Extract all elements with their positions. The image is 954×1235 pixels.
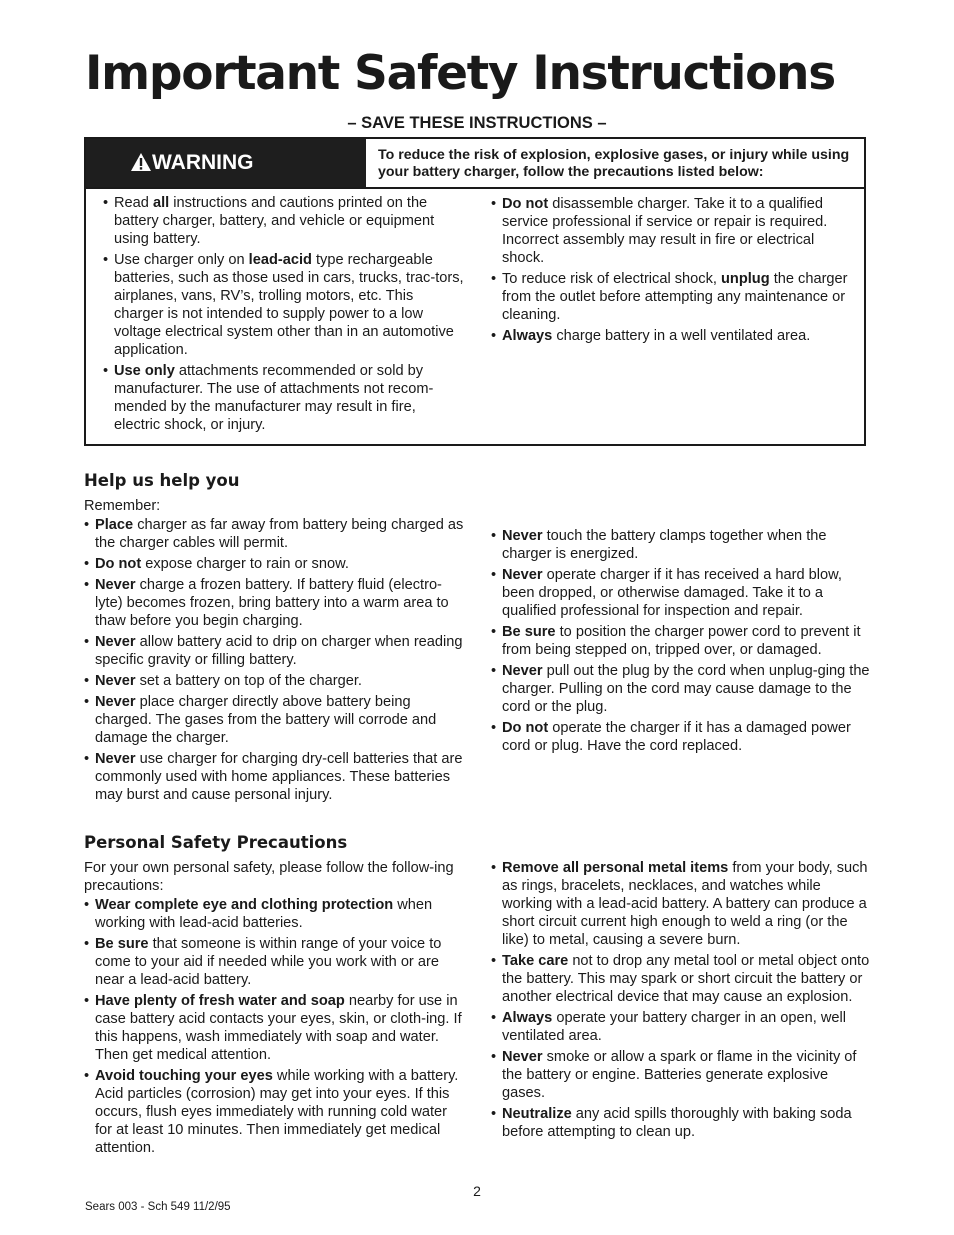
warning-message: To reduce the risk of explosion, explosive gases, or injury while using your battery charger, follow the precautions listed below:: [378, 147, 850, 180]
list-item: • Avoid touching your eyes while working with a battery. Acid particles (corrosion) may get into your eyes. If this occurs, flush eyes immediately with running cold water for at least 10 minutes. Then immediately get medical attention.: [84, 1067, 466, 1157]
personal-left-column: [84, 859, 466, 1160]
list-item: • Have plenty of fresh water and soap nearby for use in case battery acid contacts your eyes, skin, or cloth-ing. If this happens, wash immediately with soap and water. Then get medical attention.: [84, 992, 466, 1064]
list-item: • Do not operate the charger if it has a damaged power cord or plug. Have the cord replaced.: [491, 719, 871, 755]
warning-left-column: [103, 194, 465, 437]
list-item: • Take care not to drop any metal tool or metal object onto the battery. This may spark or short circuit the battery or another electrical device that may cause an explosion.: [491, 952, 871, 1006]
personal-intro: For your own personal safety, please follow the follow-ing precautions:: [84, 860, 454, 894]
warning-right-column: [491, 195, 853, 348]
section-heading-help: Help us help you: [84, 471, 240, 490]
list-item: • Be sure to position the charger power cord to prevent it from being stepped on, tripped over, or damaged.: [491, 623, 871, 659]
list-item: • Use charger only on lead-acid type rechargeable batteries, such as those used in cars, trucks, trac-tors, airplanes, vans, RV’s, trolling motors, etc. This charger is not intended to supply power to a low voltage electrical system other than in an automotive application.: [103, 251, 465, 359]
list-item: • Use only attachments recommended or sold by manufacturer. The use of attachments not recom-mended by the manufacturer may result in fire, electric shock, or injury.: [103, 362, 465, 434]
warning-header: [86, 139, 864, 189]
list-item: • Never touch the battery clamps together when the charger is energized.: [491, 527, 871, 563]
list-item: • Always operate your battery charger in an open, well ventilated area.: [491, 1009, 871, 1045]
list-item: • Never charge a frozen battery. If battery fluid (electro-lyte) becomes frozen, bring battery into a warm area to thaw before you begin charging.: [84, 576, 466, 630]
warning-triangle-icon: [130, 152, 152, 172]
list-item: • Never pull out the plug by the cord when unplug-ging the charger. Pulling on the cord may cause damage to the cord or the plug.: [491, 662, 871, 716]
list-item: • Read all instructions and cautions printed on the battery charger, battery, and vehicle or equipment using battery.: [103, 194, 465, 248]
list-item: • Remove all personal metal items from your body, such as rings, bracelets, necklaces, and watches while working with a lead-acid battery. A battery can produce a short circuit current high enough to weld a ring (or the like) to metal, causing a severe burn.: [491, 859, 871, 949]
list-item: • Neutralize any acid spills thoroughly with baking soda before attempting to clean up.: [491, 1105, 871, 1141]
list-item: • To reduce risk of electrical shock, unplug the charger from the outlet before attempting any maintenance or cleaning.: [491, 270, 853, 324]
list-item: • Never operate charger if it has received a hard blow, been dropped, or otherwise damaged. Take it to a qualified professional for inspection and repair.: [491, 566, 871, 620]
warning-label: [86, 139, 366, 187]
list-item: • Be sure that someone is within range of your voice to come to your aid if needed while you work with or are near a lead-acid battery.: [84, 935, 466, 989]
save-instructions-subtitle: – SAVE THESE INSTRUCTIONS –: [347, 114, 607, 132]
personal-right-column: [491, 859, 871, 1144]
list-item: • Never use charger for charging dry-cell batteries that are commonly used with home appliances. These batteries may burst and cause personal injury.: [84, 750, 466, 804]
list-item: • Do not disassemble charger. Take it to a qualified service professional if service or repair is required. Incorrect assembly may result in fire or electrical shock.: [491, 195, 853, 267]
list-item: • Never allow battery acid to drip on charger when reading specific gravity or filling battery.: [84, 633, 466, 669]
warning-label-text: WARNING: [152, 151, 254, 174]
page-number: 2: [473, 1183, 481, 1199]
list-item: • Always charge battery in a well ventilated area.: [491, 327, 853, 345]
list-item: • Wear complete eye and clothing protection when working with lead-acid batteries.: [84, 896, 466, 932]
list-item: • Never place charger directly above battery being charged. The gases from the battery will corrode and damage the charger.: [84, 693, 466, 747]
help-right-column: [491, 527, 871, 758]
list-item: • Do not expose charger to rain or snow.: [84, 555, 466, 573]
list-item: • Never set a battery on top of the charger.: [84, 672, 466, 690]
list-item: • Place charger as far away from battery being charged as the charger cables will permit.: [84, 516, 466, 552]
list-item: • Never smoke or allow a spark or flame in the vicinity of the battery or engine. Batteries generate explosive gases.: [491, 1048, 871, 1102]
page-title: Important Safety Instructions: [85, 46, 835, 101]
footer-code: Sears 003 - Sch 549 11/2/95: [85, 1201, 231, 1213]
help-intro: Remember:: [84, 498, 161, 514]
section-heading-personal-safety: Personal Safety Precautions: [84, 833, 348, 852]
help-left-column: [84, 497, 466, 807]
